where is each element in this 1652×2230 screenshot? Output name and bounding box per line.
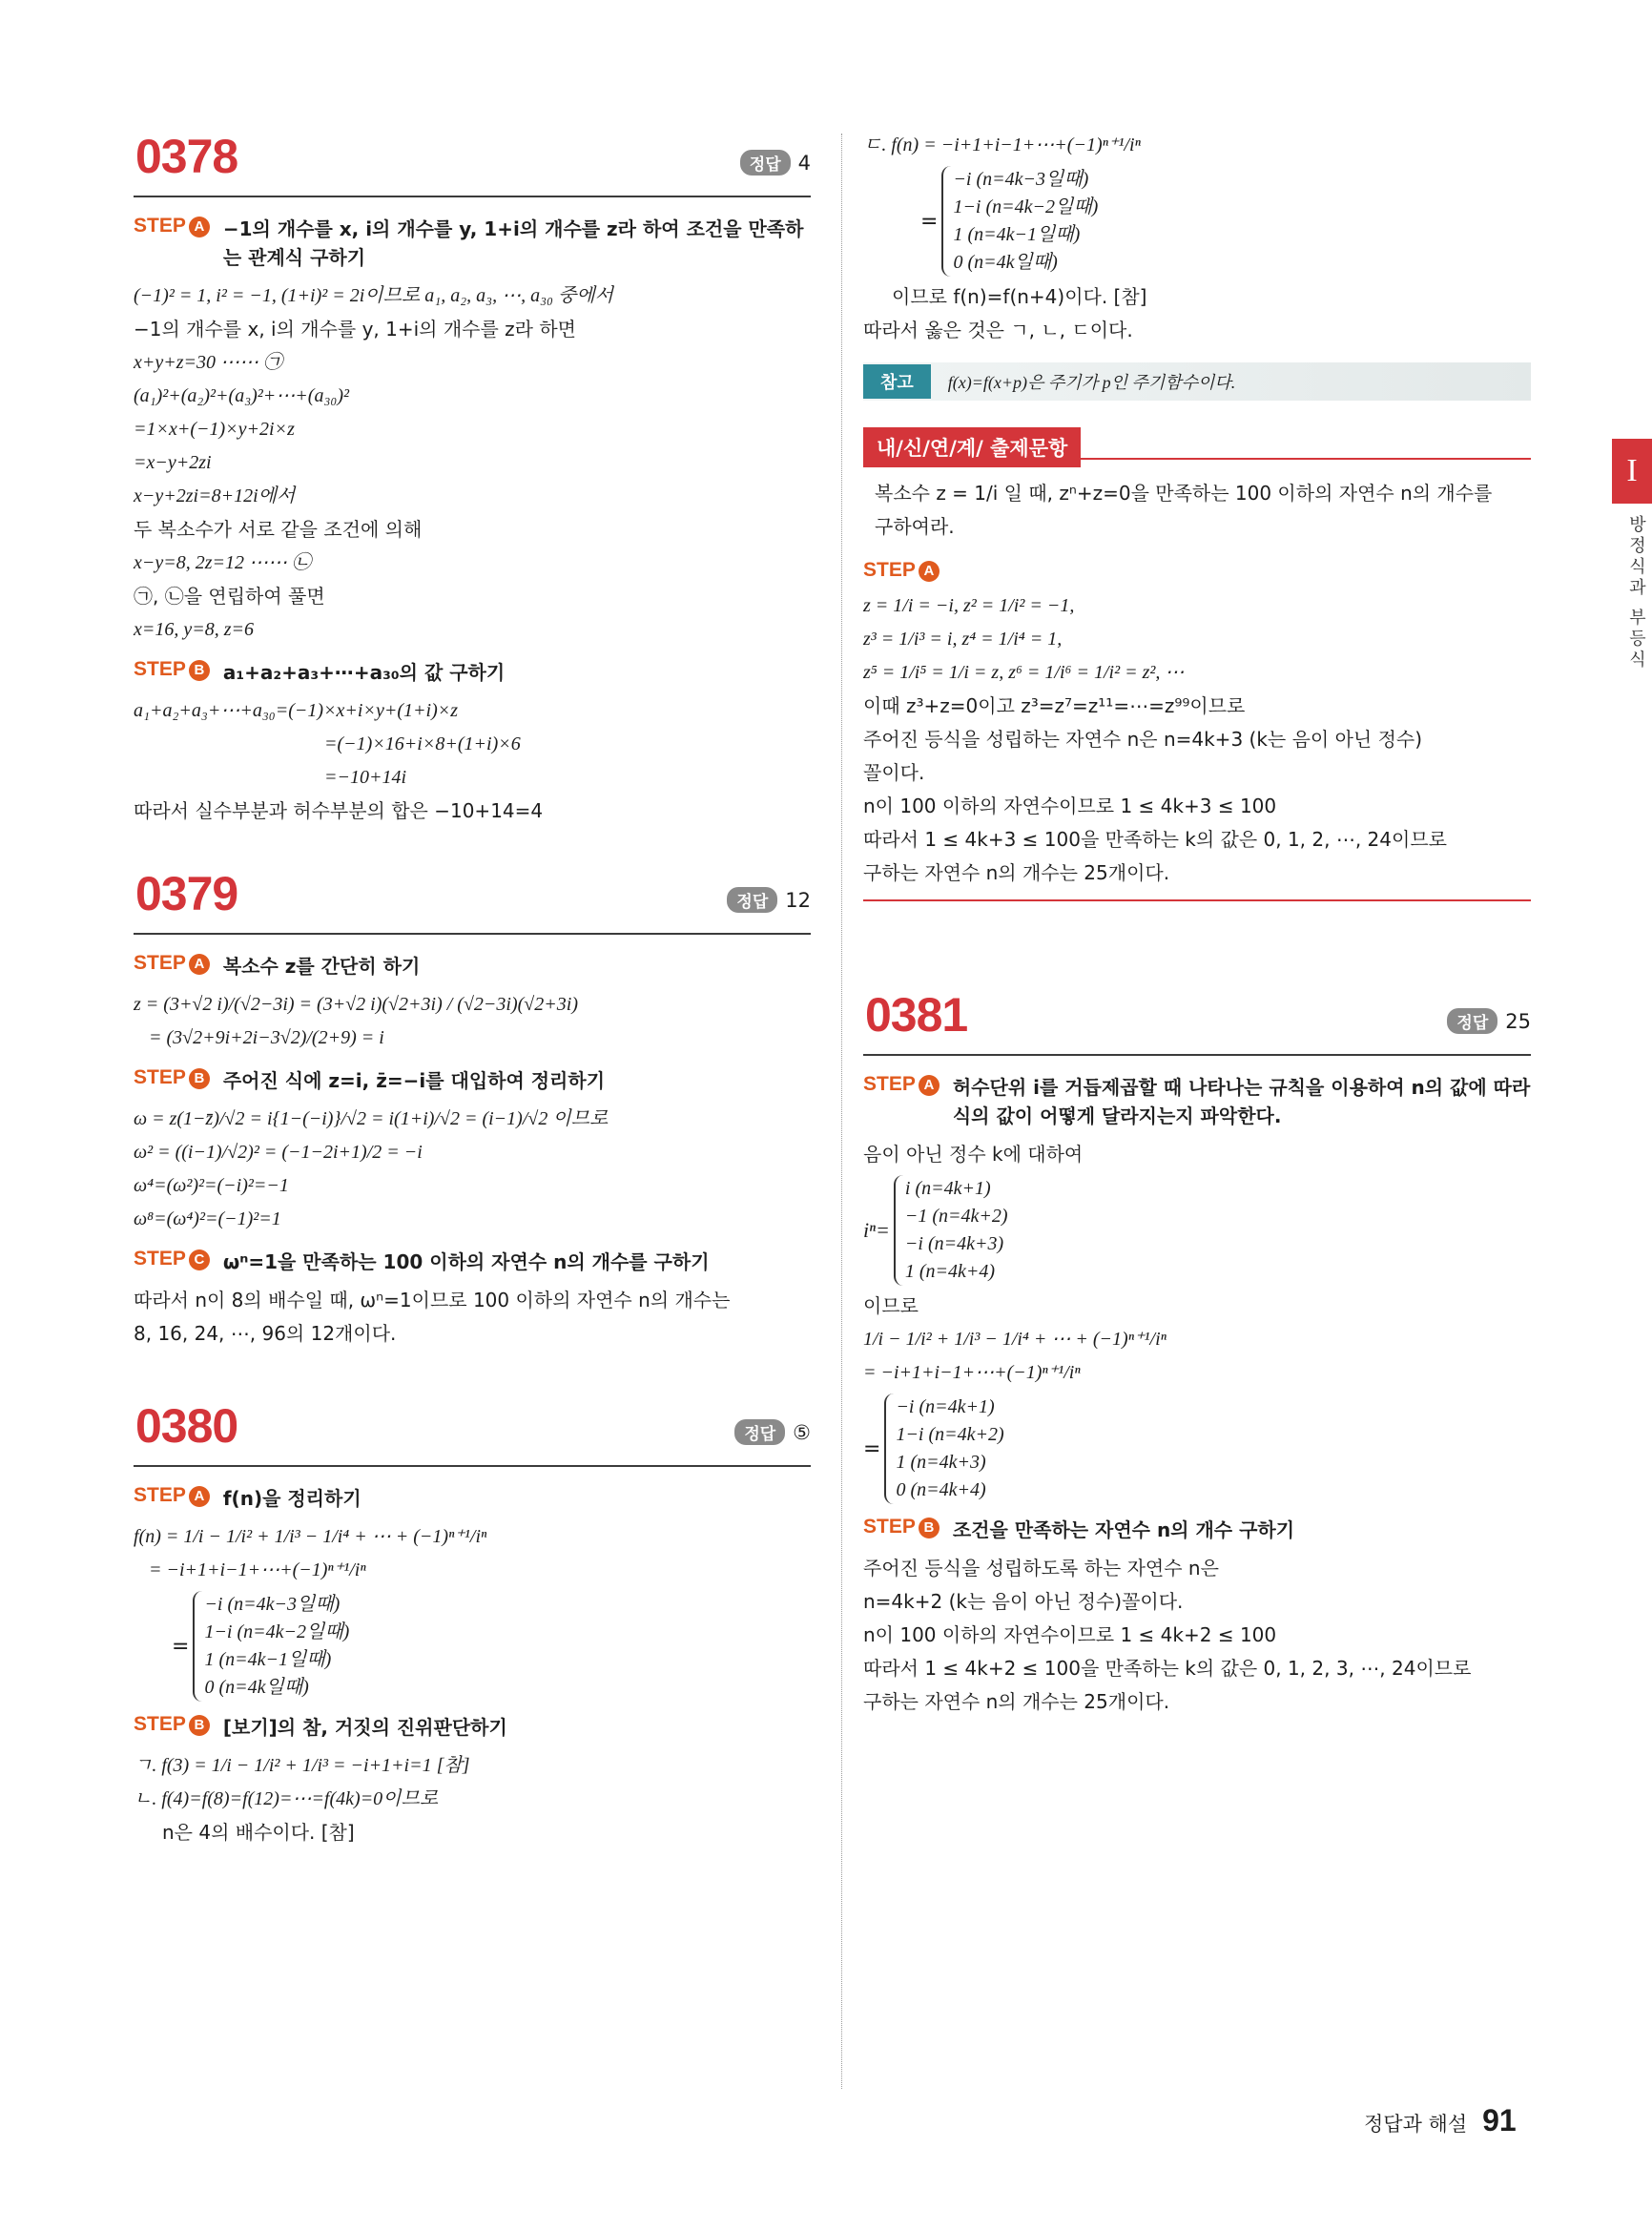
solution-lines (134, 279, 811, 647)
solution-line: n은 4의 배수이다. [참] (162, 1821, 355, 1844)
answer (734, 1419, 811, 1445)
problem-0381-header (863, 987, 1531, 1056)
step-a (134, 1484, 811, 1513)
solution-line: ω⁸=(ω⁴)²=(−1)²=1 (134, 1208, 281, 1229)
step-tag: STEP B (134, 658, 210, 681)
problem-number: 0379 (135, 867, 238, 920)
solution-line: 주어진 등식을 성립하는 자연수 n은 n=4k+3 (k는 음이 아닌 정수) (863, 728, 1423, 751)
solution-line: ω = z(1−z̄)/√2 = i{1−(−i)}/√2 = i(1+i)/√2 = (i−1)/√2 이므로 (134, 1108, 609, 1129)
solution-line: f(n) = 1/i − 1/i² + 1/i³ − 1/i⁴ + ⋯ + (−1)ⁿ⁺¹/iⁿ (134, 1526, 487, 1547)
step-tag: STEP A (134, 1484, 210, 1507)
step-letter: B (919, 1518, 940, 1538)
step-letter: C (189, 1249, 210, 1270)
step-letter: B (189, 660, 210, 681)
step-title: 허수단위 i를 거듭제곱할 때 나타나는 규칙을 이용하여 n의 값에 따라 식의 값이 어떻게 달라지는지 파악한다. (952, 1076, 1531, 1127)
question-line: 복소수 z = 1/i 일 때, zⁿ+z=0을 만족하는 100 이하의 자연수 n의 개수를 (875, 482, 1493, 505)
step-b (134, 1066, 811, 1095)
question-line: 구하여라. (875, 515, 955, 538)
right-column (863, 129, 1531, 1719)
solution-line: 이므로 f(n)=f(n+4)이다. [참] (892, 285, 1147, 308)
solution-line: 구하는 자연수 n의 개수는 25개이다. (863, 1690, 1170, 1713)
exam-title: 내/신/연/계/ 출제문항 (863, 427, 1081, 467)
case-row: −1 (n=4k+2) (904, 1206, 1008, 1227)
solution-line: = (3√2+9i+2i−3√2)/(2+9) = i (149, 1027, 384, 1048)
step-tag: STEP B (863, 1516, 940, 1538)
step-tag: STEP A (863, 1073, 940, 1096)
solution-line: z⁵ = 1/i⁵ = 1/i = z, z⁶ = 1/i⁶ = 1/i² = z², ⋯ (863, 662, 1185, 683)
answer-badge: 정답 (727, 887, 777, 913)
solution-lines (134, 1520, 811, 1587)
solution-line: ㉠, ㉡을 연립하여 풀면 (134, 585, 325, 608)
solution-line: ㄷ. f(n) = −i+1+i−1+⋯+(−1)ⁿ⁺¹/iⁿ (863, 134, 1141, 155)
case-row: 1 (n=4k+3) (896, 1452, 986, 1473)
solution-line: =(−1)×16+i×8+(1+i)×6 (324, 733, 521, 754)
case-block (863, 1175, 1531, 1286)
solution-line: =x−y+2zi (134, 452, 212, 473)
step-a (134, 952, 811, 981)
case-row: −i (n=4k−3일때) (953, 169, 1089, 190)
solution-line: n이 100 이하의 자연수이므로 1 ≤ 4k+3 ≤ 100 (863, 795, 1277, 817)
solution-line: = −i+1+i−1+⋯+(−1)ⁿ⁺¹/iⁿ (149, 1559, 366, 1580)
equals-sign: = (863, 1436, 881, 1461)
step-letter: A (189, 1486, 210, 1507)
solution-line: = −i+1+i−1+⋯+(−1)ⁿ⁺¹/iⁿ (863, 1362, 1081, 1383)
cases (941, 166, 1098, 277)
case-row: 1 (n=4k+4) (904, 1261, 996, 1282)
cases (193, 1591, 349, 1702)
case-row: 0 (n=4k+4) (896, 1479, 986, 1500)
solution-line: ω² = ((i−1)/√2)² = (−1−2i+1)/2 = −i (134, 1142, 423, 1163)
case-block (863, 166, 1531, 277)
solution-lines (863, 1552, 1531, 1719)
solution-line: 8, 16, 24, ⋯, 96의 12개이다. (134, 1322, 397, 1345)
problem-0378-header (134, 129, 811, 197)
step-b (134, 658, 811, 687)
step-tag: STEP C (134, 1248, 210, 1270)
problem-number: 0380 (135, 1399, 238, 1453)
solution-lines (863, 589, 1531, 890)
problem-0380-header (134, 1398, 811, 1467)
note-text: f(x)=f(x+p)은 주기가 p인 주기함수이다. (947, 373, 1236, 392)
chapter-tab: I (1612, 439, 1652, 504)
solution-line: x−y=8, 2z=12 ⋯⋯ ㉡ (134, 552, 312, 573)
step-letter: B (189, 1715, 210, 1736)
solution-line: 이때 z³+z=0이고 z³=z⁷=z¹¹=⋯=z⁹⁹이므로 (863, 694, 1246, 717)
case-row: 1 (n=4k−1일때) (953, 224, 1081, 245)
step-letter: A (189, 954, 210, 975)
page-number: 91 (1482, 2103, 1517, 2137)
step-letter: A (919, 561, 940, 582)
solution-line: 따라서 옳은 것은 ㄱ, ㄴ, ㄷ이다. (863, 319, 1133, 341)
solution-line: 따라서 n이 8의 배수일 때, ωⁿ=1이므로 100 이하의 자연수 n의 개수는 (134, 1289, 731, 1311)
case-row: i (n=4k+1) (904, 1178, 991, 1199)
equals-sign: = (920, 209, 939, 234)
page-footer (1364, 2103, 1517, 2138)
step-title: 복소수 z를 간단히 하기 (222, 955, 421, 978)
problem-number: 0381 (865, 988, 968, 1042)
step-tag: STEP A (863, 559, 940, 582)
solution-line: z³ = 1/i³ = i, z⁴ = 1/i⁴ = 1, (863, 629, 1063, 650)
solution-line: −1의 개수를 x, i의 개수를 y, 1+i의 개수를 z라 하면 (134, 318, 576, 341)
step-letter: B (189, 1068, 210, 1089)
answer-value: 4 (797, 151, 811, 175)
step-b (134, 1713, 811, 1742)
solution-line: z = (3+√2 i)/(√2−3i) = (3+√2 i)(√2+3i) / (√2−3i)(√2+3i) (134, 994, 578, 1015)
solution-line: 1/i − 1/i² + 1/i³ − 1/i⁴ + ⋯ + (−1)ⁿ⁺¹/iⁿ (863, 1329, 1167, 1350)
cases (884, 1394, 1003, 1504)
step-a (863, 1073, 1531, 1130)
step-letter: A (189, 217, 210, 237)
answer-badge: 정답 (734, 1419, 785, 1445)
solution-line: z = 1/i = −i, z² = 1/i² = −1, (863, 595, 1075, 616)
case-row: −i (n=4k+3) (904, 1233, 1004, 1254)
solution-line: 음이 아닌 정수 k에 대하여 (863, 1143, 1084, 1166)
solution-line: 주어진 등식을 성립하도록 하는 자연수 n은 (863, 1557, 1219, 1580)
step-tag: STEP A (134, 215, 210, 237)
exam-linked-question (863, 437, 1531, 901)
case-row: −i (n=4k−3일때) (204, 1594, 341, 1615)
solution-line: ㄱ. f(3) = 1/i − 1/i² + 1/i³ = −i+1+i=1 [참] (134, 1755, 470, 1776)
answer (1447, 1008, 1531, 1034)
solution-line: x−y+2zi=8+12i에서 (134, 485, 296, 506)
solution-line: n=4k+2 (k는 음이 아닌 정수)꼴이다. (863, 1590, 1184, 1613)
solution-line: 꼴이다. (863, 761, 925, 784)
column-divider (841, 134, 842, 2089)
answer-badge: 정답 (740, 150, 791, 176)
answer-value: ⑤ (793, 1420, 811, 1444)
note-label: 참고 (863, 364, 931, 399)
solution-lines (134, 1284, 811, 1351)
step-title: ωⁿ=1을 만족하는 100 이하의 자연수 n의 개수를 구하기 (222, 1250, 710, 1273)
answer-value: 12 (785, 888, 811, 912)
step-a (863, 559, 1531, 582)
left-column (134, 129, 811, 1849)
step-letter: A (919, 1075, 940, 1096)
answer-value: 25 (1505, 1009, 1531, 1033)
step-title: f(n)을 정리하기 (222, 1487, 361, 1510)
step-title: a₁+a₂+a₃+⋯+a₃₀의 값 구하기 (222, 661, 506, 684)
case-lhs: iⁿ= (863, 1218, 890, 1242)
solution-line: (−1)² = 1, i² = −1, (1+i)² = 2i이므로 a₁, a₂, a₃, ⋯, a₃₀ 중에서 (134, 285, 613, 306)
equals-sign: = (172, 1634, 190, 1659)
problem-0379-header (134, 866, 811, 935)
answer-badge: 정답 (1447, 1008, 1497, 1034)
answer (740, 150, 811, 176)
case-row: 0 (n=4k일때) (204, 1677, 309, 1698)
solution-line: 이므로 (863, 1294, 919, 1317)
solution-line: 따라서 1 ≤ 4k+3 ≤ 100을 만족하는 k의 값은 0, 1, 2, ⋯, 24이므로 (863, 828, 1447, 851)
solution-line: x+y+z=30 ⋯⋯ ㉠ (134, 352, 283, 373)
case-row: −i (n=4k+1) (896, 1396, 995, 1417)
solution-line: 따라서 실수부분과 허수부분의 합은 −10+14=4 (134, 799, 544, 822)
step-tag: STEP B (134, 1713, 210, 1736)
chapter-title: 방정식과 부등식 (1626, 515, 1646, 671)
solution-lines (134, 988, 811, 1055)
solution-lines (134, 694, 811, 828)
solution-line: ω⁴=(ω²)²=(−i)²=−1 (134, 1175, 289, 1196)
solution-line: (a₁)²+(a₂)²+(a₃)²+⋯+(a₃₀)² (134, 385, 350, 406)
solution-line: =−10+14i (324, 767, 407, 788)
step-c (134, 1248, 811, 1276)
step-title: [보기]의 참, 거짓의 진위판단하기 (222, 1716, 507, 1739)
case-row: 0 (n=4k일때) (953, 252, 1058, 273)
answer (727, 887, 811, 913)
solution-lines (134, 1749, 811, 1849)
step-tag: STEP A (134, 952, 210, 975)
step-tag: STEP B (134, 1066, 210, 1089)
footer-label: 정답과 해설 (1364, 2113, 1468, 2136)
case-block (134, 1591, 811, 1702)
case-block (863, 1394, 1531, 1504)
solution-line: ㄴ. f(4)=f(8)=f(12)=⋯=f(4k)=0이므로 (134, 1788, 439, 1809)
reference-note (863, 362, 1531, 401)
solution-line: 두 복소수가 서로 같을 조건에 의해 (134, 518, 423, 541)
solution-line: x=16, y=8, z=6 (134, 619, 255, 640)
step-b (863, 1516, 1531, 1544)
case-row: 1 (n=4k−1일때) (204, 1649, 332, 1670)
solution-line: =1×x+(−1)×y+2i×z (134, 419, 295, 440)
solution-line: 구하는 자연수 n의 개수는 25개이다. (863, 861, 1170, 884)
case-row: 1−i (n=4k−2일때) (953, 196, 1099, 217)
step-a (134, 215, 811, 272)
cases (894, 1175, 1008, 1286)
solution-line: a₁+a₂+a₃+⋯+a₃₀=(−1)×x+i×y+(1+i)×z (134, 700, 459, 721)
case-row: 1−i (n=4k+2) (896, 1424, 1004, 1445)
step-title: 주어진 식에 z=i, z̄=−i를 대입하여 정리하기 (222, 1069, 606, 1092)
step-title: 조건을 만족하는 자연수 n의 개수 구하기 (952, 1518, 1295, 1541)
step-title: −1의 개수를 x, i의 개수를 y, 1+i의 개수를 z라 하여 조건을 만족하는 관계식 구하기 (222, 217, 804, 269)
case-row: 1−i (n=4k−2일때) (204, 1621, 350, 1642)
solution-lines (134, 1103, 811, 1236)
problem-number: 0378 (135, 130, 238, 183)
solution-line: 따라서 1 ≤ 4k+2 ≤ 100을 만족하는 k의 값은 0, 1, 2, 3, ⋯, 24이므로 (863, 1657, 1472, 1680)
solution-line: n이 100 이하의 자연수이므로 1 ≤ 4k+2 ≤ 100 (863, 1623, 1277, 1646)
